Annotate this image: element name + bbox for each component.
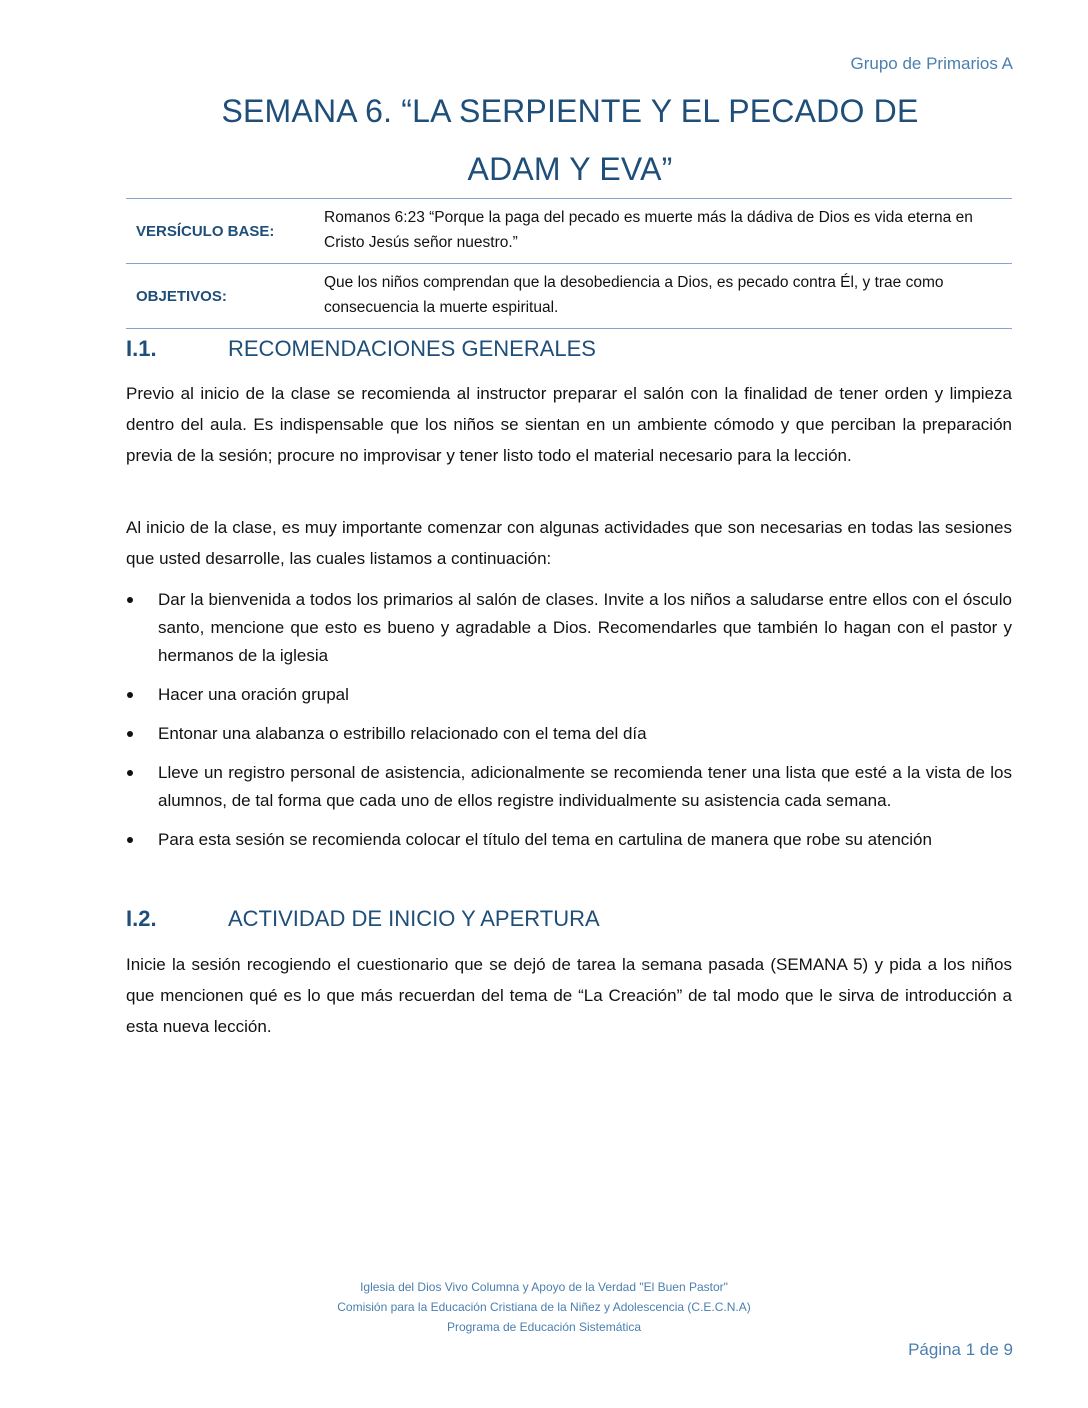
section-heading-1 bbox=[126, 336, 596, 362]
page-title bbox=[128, 82, 1012, 198]
group-header: Grupo de Primarios A bbox=[850, 54, 1013, 73]
list-item: Entonar una alabanza o estribillo relacionado con el tema del día bbox=[126, 720, 1012, 748]
section-heading-2 bbox=[126, 906, 600, 932]
section-title: RECOMENDACIONES GENERALES bbox=[228, 336, 596, 361]
info-table bbox=[126, 198, 1012, 329]
paragraph: Previo al inicio de la clase se recomienda al instructor preparar el salón con la finalidad de tener orden y limpieza dentro del aula. Es indispensable que los niños se sientan en un ambiente cómodo y que perciban la preparación previa de la sesión; procure no improvisar y tener listo todo el material necesario para la lección. bbox=[126, 384, 1012, 465]
section-title: ACTIVIDAD DE INICIO Y APERTURA bbox=[228, 906, 600, 931]
footer bbox=[0, 1277, 1088, 1337]
bullet-icon bbox=[127, 770, 133, 776]
verse-row bbox=[126, 199, 1012, 264]
verse-label: VERSÍCULO BASE: bbox=[136, 222, 275, 240]
paragraph: Inicie la sesión recogiendo el cuestionario que se dejó de tarea la semana pasada (SEMANA 5) y pida a los niños que mencionen qué es lo que más recuerdan del tema de “La Creación” de tal modo que le sirva de introducción a esta nueva lección. bbox=[126, 955, 1012, 1036]
footer-line-3: Programa de Educación Sistemática bbox=[446, 1320, 642, 1334]
bullet-icon bbox=[127, 692, 133, 698]
page-number: Página 1 de 9 bbox=[908, 1340, 1013, 1359]
section-number: I.1. bbox=[126, 336, 157, 361]
verse-text: Romanos 6:23 “Porque la paga del pecado es muerte más la dádiva de Dios es vida eterna en Cristo Jesús señor nuestro.” bbox=[324, 209, 973, 251]
list-item: Lleve un registro personal de asistencia, adicionalmente se recomienda tener una lista que esté a la vista de los alumnos, de tal forma que cada uno de ellos registre individualmente su asistencia cada semana. bbox=[126, 759, 1012, 815]
bullet-icon bbox=[127, 731, 133, 737]
section-number: I.2. bbox=[126, 906, 157, 931]
bullet-list bbox=[126, 586, 1012, 865]
bullet-icon bbox=[127, 597, 133, 603]
footer-line-1: Iglesia del Dios Vivo Columna y Apoyo de la Verdad "El Buen Pastor" bbox=[360, 1280, 728, 1294]
objectives-text: Que los niños comprendan que la desobediencia a Dios, es pecado contra Él, y trae como consecuencia la muerte espiritual. bbox=[324, 274, 944, 316]
title-line-1: SEMANA 6. “LA SERPIENTE Y EL PECADO DE bbox=[221, 93, 919, 129]
list-item: Hacer una oración grupal bbox=[126, 681, 1012, 709]
title-line-2: ADAM Y EVA” bbox=[467, 151, 673, 187]
list-item: Dar la bienvenida a todos los primarios al salón de clases. Invite a los niños a saludarse entre ellos con el ósculo santo, mencione que esto es bueno y agradable a Dios. Recomendarles que también lo hagan con el pastor y hermanos de la iglesia bbox=[126, 586, 1012, 670]
objectives-label: OBJETIVOS: bbox=[136, 287, 227, 305]
list-item: Para esta sesión se recomienda colocar el título del tema en cartulina de manera que robe su atención bbox=[126, 826, 1012, 854]
objectives-row bbox=[126, 264, 1012, 329]
bullet-icon bbox=[127, 837, 133, 843]
paragraph: Al inicio de la clase, es muy importante comenzar con algunas actividades que son necesarias en todas las sesiones que usted desarrolle, las cuales listamos a continuación: bbox=[126, 518, 1012, 568]
footer-line-2: Comisión para la Educación Cristiana de la Niñez y Adolescencia (C.E.C.N.A) bbox=[337, 1300, 751, 1314]
